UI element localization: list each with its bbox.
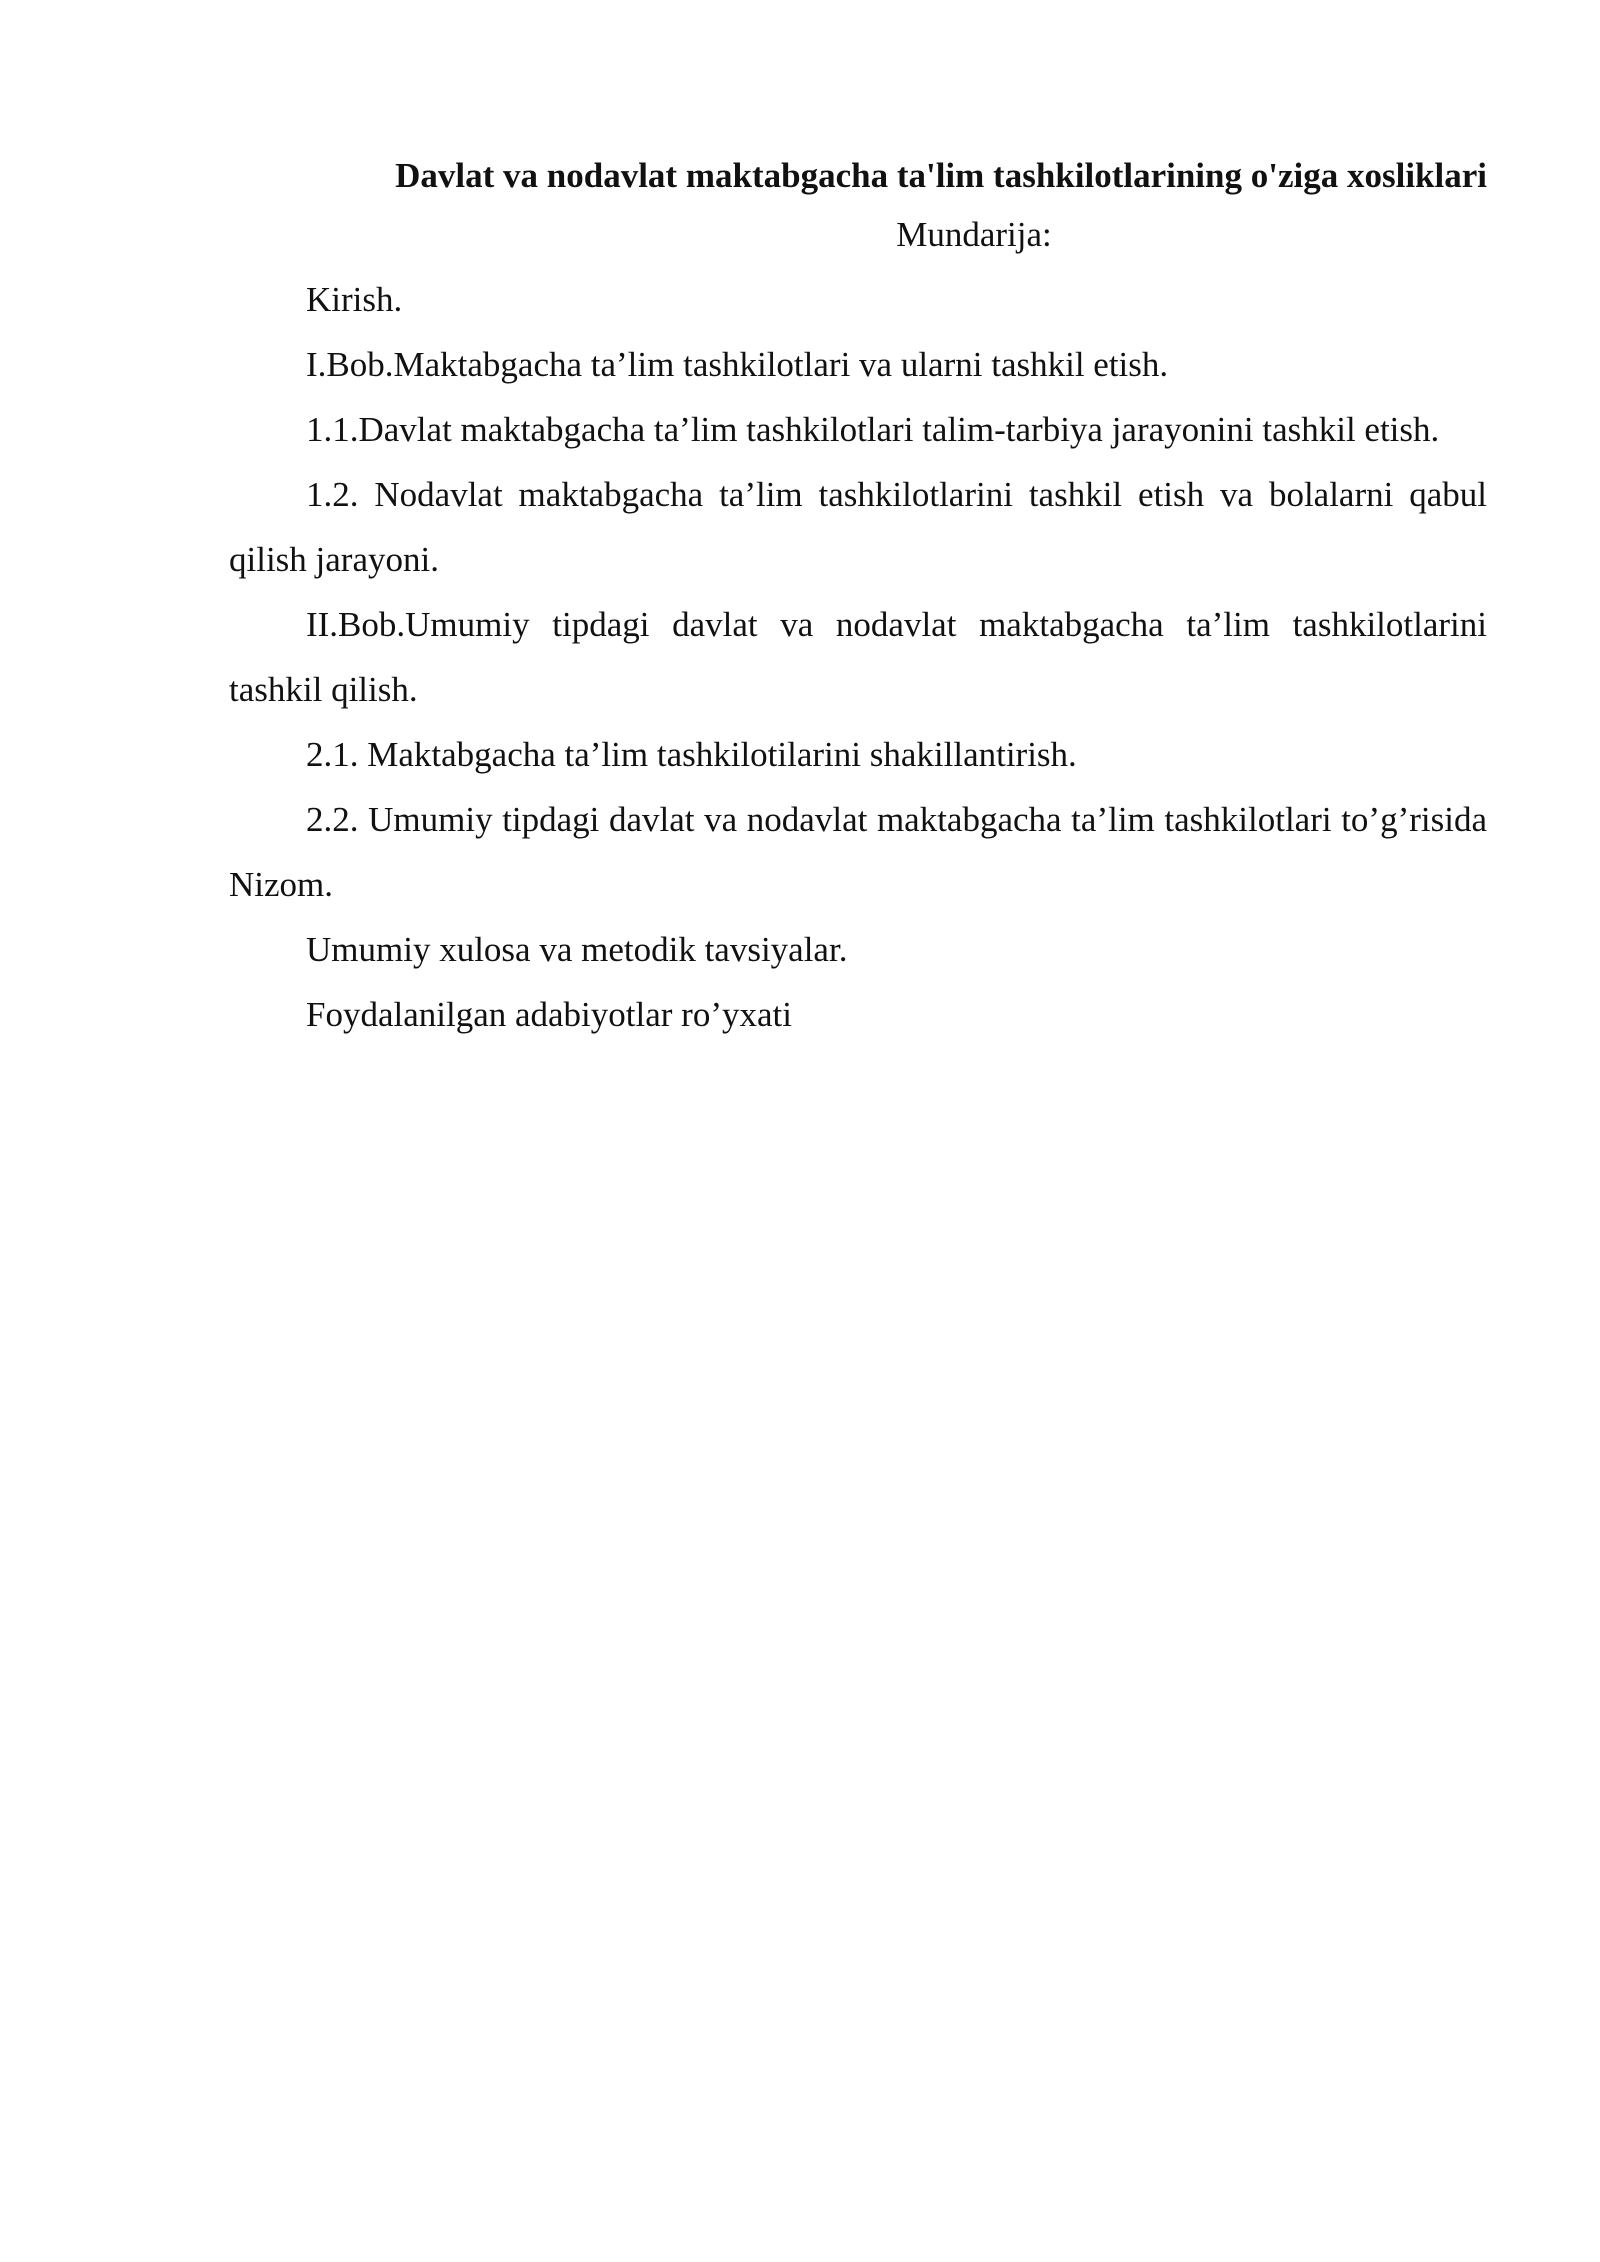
toc-entry-chapter-2: II.Bob.Umumiy tipdagi davlat va nodavlat maktabgacha ta’lim tashkilotlarini tashkil qilish.	[229, 605, 1487, 709]
document-body	[229, 150, 1487, 1047]
toc-entry-section-1-1: 1.1.Davlat maktabgacha ta’lim tashkilotlari talim-tarbiya jarayonini tashkil etish.	[306, 410, 1440, 449]
toc-entry-references: Foydalanilgan adabiyotlar ro’yxati	[306, 995, 792, 1034]
document-title: Davlat va nodavlat maktabgacha ta'lim tashkilotlarining o'ziga xosliklari	[395, 156, 1487, 195]
toc-entry-section-2-2: 2.2. Umumiy tipdagi davlat va nodavlat maktabgacha ta’lim tashkilotlari to’g’risida Nizom.	[229, 800, 1487, 904]
toc-entry-section-2-1: 2.1. Maktabgacha ta’lim tashkilotilarini shakillantirish.	[306, 735, 1077, 774]
toc-heading: Mundarija:	[896, 215, 1052, 254]
toc-entry-conclusion: Umumiy xulosa va metodik tavsiyalar.	[306, 930, 848, 969]
toc-entry-introduction: Kirish.	[306, 280, 403, 319]
toc-entry-section-1-2: 1.2. Nodavlat maktabgacha ta’lim tashkilotlarini tashkil etish va bolalarni qabul qilish jarayoni.	[229, 475, 1487, 579]
toc-entry-chapter-1: I.Bob.Maktabgacha ta’lim tashkilotlari va ularni tashkil etish.	[306, 345, 1169, 384]
